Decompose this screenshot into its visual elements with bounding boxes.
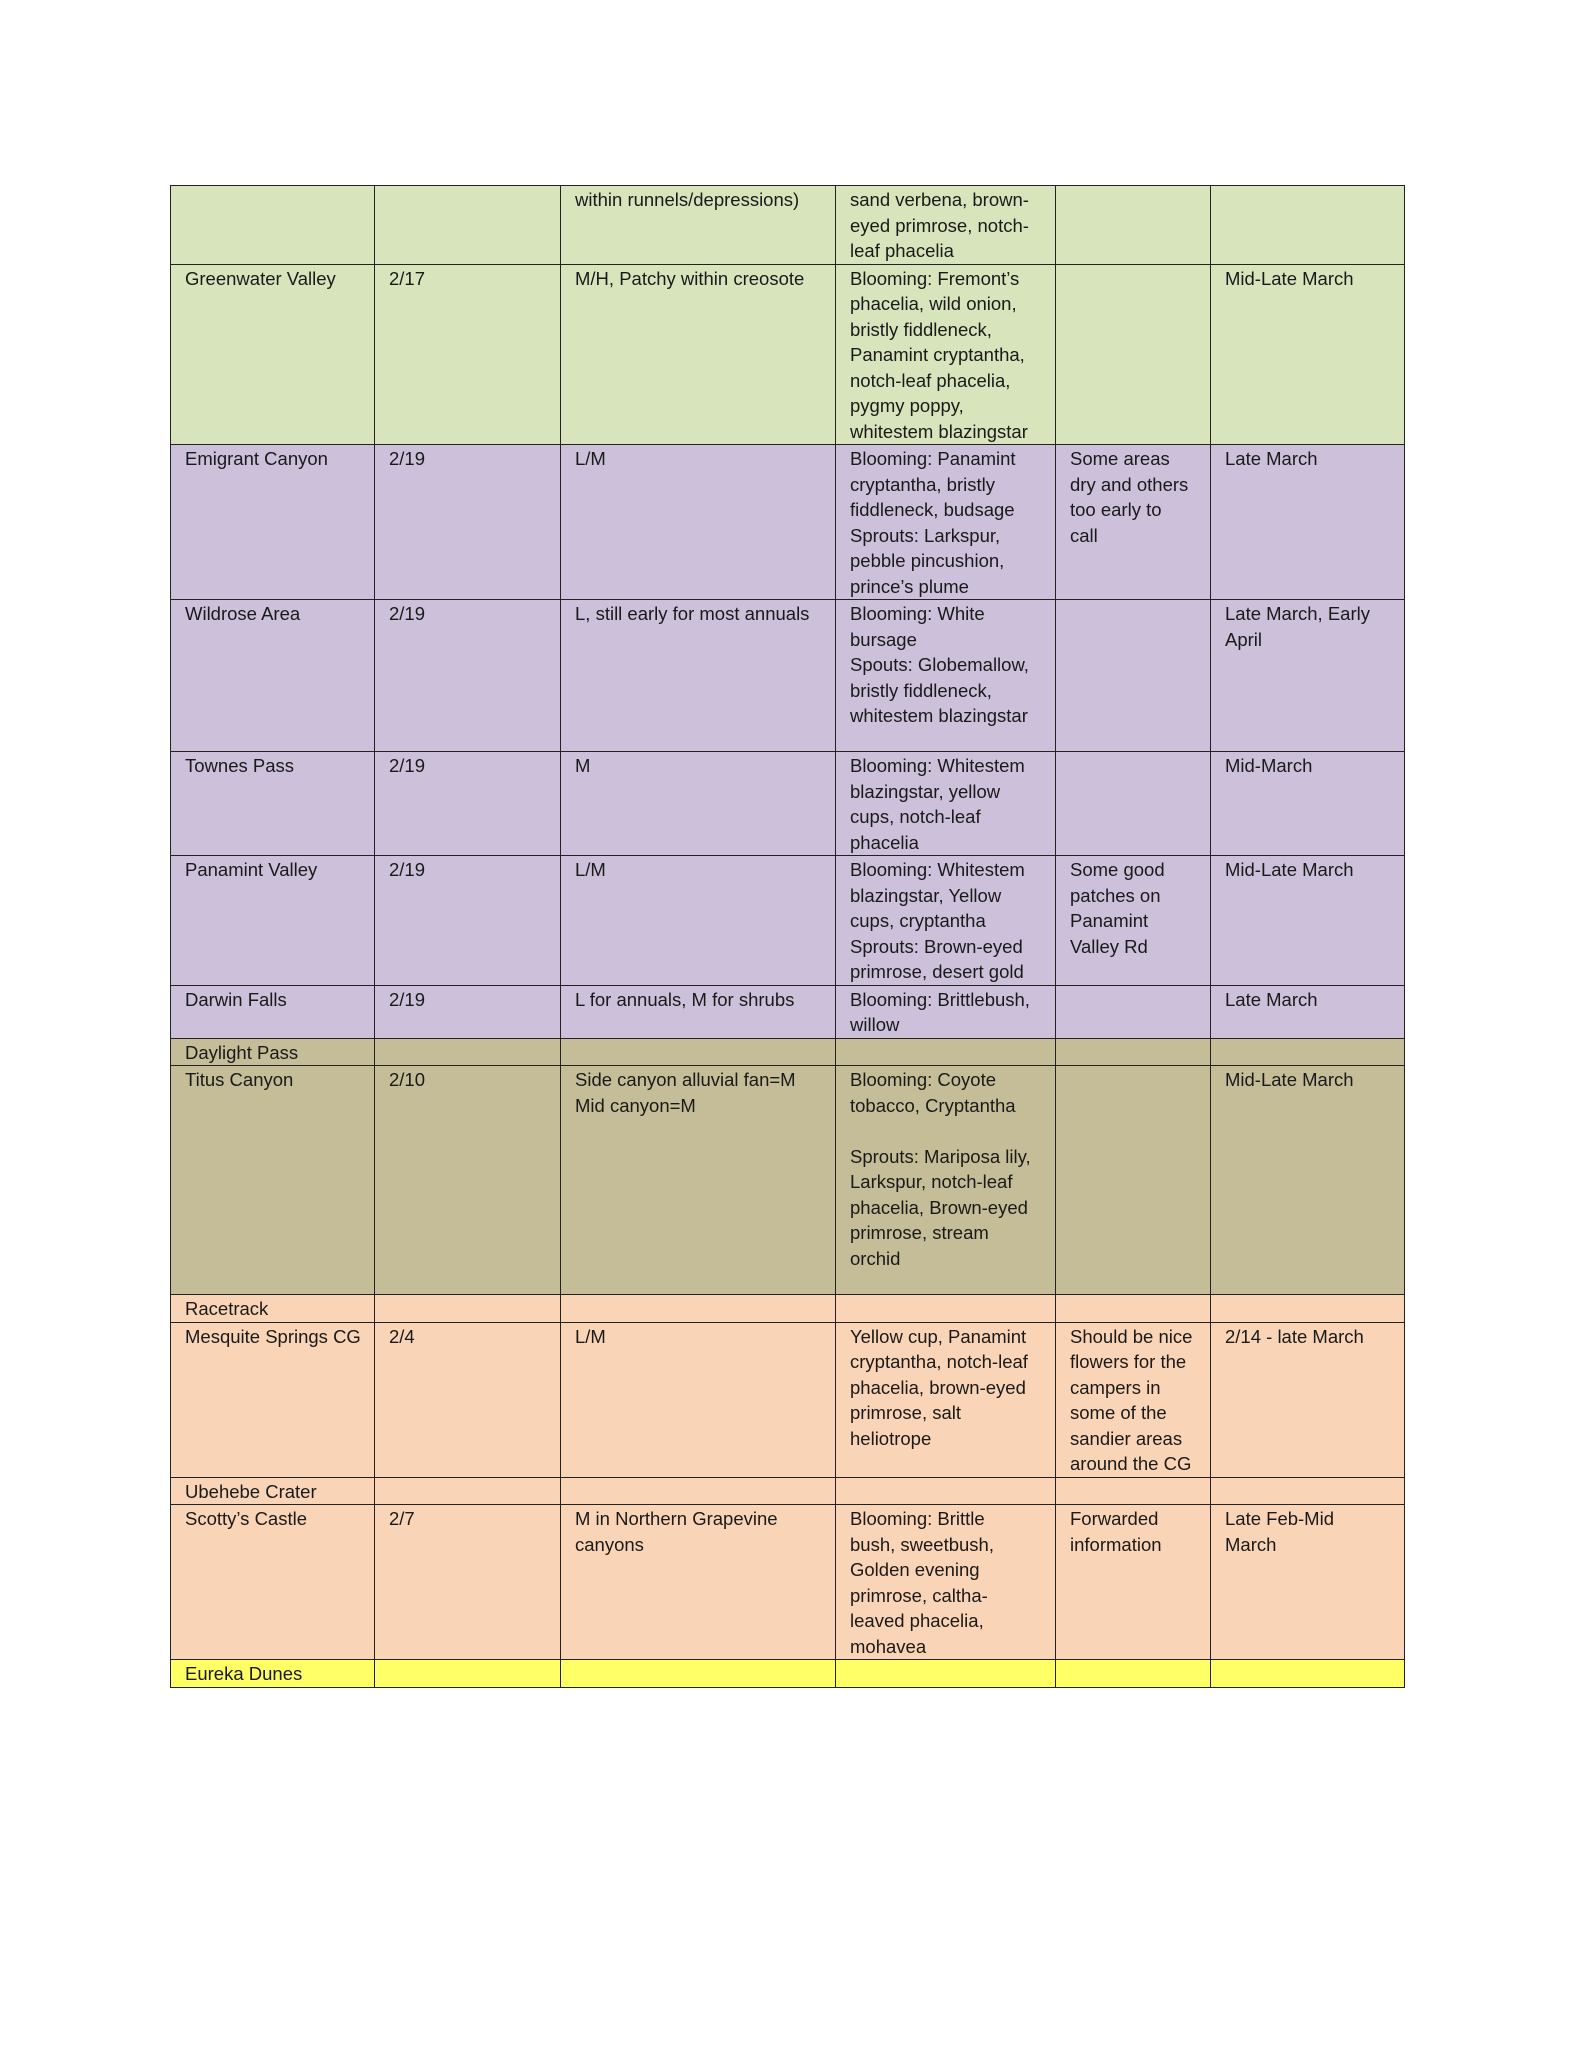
location-cell: Greenwater Valley <box>171 264 375 445</box>
peak-cell: Mid-Late March <box>1211 856 1405 986</box>
density-cell <box>561 1477 836 1505</box>
peak-cell <box>1211 1477 1405 1505</box>
location-cell: Titus Canyon <box>171 1066 375 1295</box>
density-cell <box>561 1660 836 1688</box>
location-cell: Scotty’s Castle <box>171 1505 375 1660</box>
table-row <box>171 752 1405 856</box>
density-cell: M in Northern Grapevine canyons <box>561 1505 836 1660</box>
location-cell: Ubehebe Crater <box>171 1477 375 1505</box>
notes-cell <box>1056 600 1211 752</box>
notes-cell: Some good patches on Panamint Valley Rd <box>1056 856 1211 986</box>
peak-cell: Mid-Late March <box>1211 1066 1405 1295</box>
density-cell: L/M <box>561 856 836 986</box>
date-cell: 2/19 <box>375 600 561 752</box>
density-cell <box>561 1038 836 1066</box>
table-row <box>171 186 1405 265</box>
notes-cell <box>1056 1477 1211 1505</box>
table-row <box>171 264 1405 445</box>
notes-cell <box>1056 1295 1211 1323</box>
peak-cell: Late March <box>1211 985 1405 1038</box>
date-cell <box>375 1660 561 1688</box>
density-cell: within runnels/depressions) <box>561 186 836 265</box>
location-cell: Racetrack <box>171 1295 375 1323</box>
density-cell: M/H, Patchy within creosote <box>561 264 836 445</box>
location-cell: Wildrose Area <box>171 600 375 752</box>
date-cell <box>375 1295 561 1323</box>
density-cell <box>561 1295 836 1323</box>
species-cell: Blooming: Whitestem blazingstar, yellow cups, notch-leaf phacelia <box>836 752 1056 856</box>
notes-cell: Forwarded information <box>1056 1505 1211 1660</box>
wildflower-report-table <box>170 185 1405 1688</box>
location-cell: Panamint Valley <box>171 856 375 986</box>
peak-cell: Mid-Late March <box>1211 264 1405 445</box>
date-cell: 2/19 <box>375 856 561 986</box>
location-cell: Mesquite Springs CG <box>171 1322 375 1477</box>
density-cell: L, still early for most annuals <box>561 600 836 752</box>
date-cell: 2/19 <box>375 752 561 856</box>
location-cell: Eureka Dunes <box>171 1660 375 1688</box>
location-cell: Townes Pass <box>171 752 375 856</box>
peak-cell <box>1211 1038 1405 1066</box>
peak-cell: Mid-March <box>1211 752 1405 856</box>
location-cell: Darwin Falls <box>171 985 375 1038</box>
species-cell <box>836 1477 1056 1505</box>
date-cell <box>375 186 561 265</box>
species-cell: Blooming: Panamint cryptantha, bristly fiddleneck, budsage Sprouts: Larkspur, pebble pincushion, prince’s plume <box>836 445 1056 600</box>
species-cell: Blooming: Coyote tobacco, Cryptantha Sprouts: Mariposa lily, Larkspur, notch-leaf phacelia, Brown-eyed primrose, stream orchid <box>836 1066 1056 1295</box>
density-cell: M <box>561 752 836 856</box>
date-cell: 2/7 <box>375 1505 561 1660</box>
date-cell: 2/19 <box>375 985 561 1038</box>
notes-cell <box>1056 752 1211 856</box>
table-row <box>171 1322 1405 1477</box>
species-cell <box>836 1038 1056 1066</box>
species-cell: Yellow cup, Panamint cryptantha, notch-leaf phacelia, brown-eyed primrose, salt heliotrope <box>836 1322 1056 1477</box>
table-row <box>171 445 1405 600</box>
peak-cell: 2/14 - late March <box>1211 1322 1405 1477</box>
table-row <box>171 1660 1405 1688</box>
density-cell: L/M <box>561 1322 836 1477</box>
table-row <box>171 1038 1405 1066</box>
date-cell: 2/17 <box>375 264 561 445</box>
location-cell <box>171 186 375 265</box>
table-row <box>171 1295 1405 1323</box>
peak-cell <box>1211 1660 1405 1688</box>
date-cell: 2/4 <box>375 1322 561 1477</box>
table-row <box>171 856 1405 986</box>
notes-cell: Some areas dry and others too early to call <box>1056 445 1211 600</box>
species-cell: Blooming: Fremont’s phacelia, wild onion, bristly fiddleneck, Panamint cryptantha, notch-leaf phacelia, pygmy poppy, whitestem blazingstar <box>836 264 1056 445</box>
species-cell: Blooming: Brittle bush, sweetbush, Golden evening primrose, caltha- leaved phacelia, mohavea <box>836 1505 1056 1660</box>
species-cell <box>836 1295 1056 1323</box>
peak-cell: Late Feb-Mid March <box>1211 1505 1405 1660</box>
density-cell: Side canyon alluvial fan=M Mid canyon=M <box>561 1066 836 1295</box>
species-cell: Blooming: Whitestem blazingstar, Yellow cups, cryptantha Sprouts: Brown-eyed primrose, desert gold <box>836 856 1056 986</box>
species-cell: sand verbena, brown- eyed primrose, notch- leaf phacelia <box>836 186 1056 265</box>
date-cell <box>375 1477 561 1505</box>
notes-cell <box>1056 985 1211 1038</box>
notes-cell <box>1056 1038 1211 1066</box>
peak-cell: Late March, Early April <box>1211 600 1405 752</box>
location-cell: Daylight Pass <box>171 1038 375 1066</box>
notes-cell <box>1056 1066 1211 1295</box>
species-cell <box>836 1660 1056 1688</box>
date-cell: 2/10 <box>375 1066 561 1295</box>
species-cell: Blooming: White bursage Spouts: Globemallow, bristly fiddleneck, whitestem blazingstar <box>836 600 1056 752</box>
notes-cell <box>1056 1660 1211 1688</box>
peak-cell <box>1211 1295 1405 1323</box>
date-cell <box>375 1038 561 1066</box>
density-cell: L for annuals, M for shrubs <box>561 985 836 1038</box>
table-row <box>171 1066 1405 1295</box>
notes-cell <box>1056 264 1211 445</box>
density-cell: L/M <box>561 445 836 600</box>
date-cell: 2/19 <box>375 445 561 600</box>
species-cell: Blooming: Brittlebush, willow <box>836 985 1056 1038</box>
table-row <box>171 985 1405 1038</box>
peak-cell: Late March <box>1211 445 1405 600</box>
location-cell: Emigrant Canyon <box>171 445 375 600</box>
peak-cell <box>1211 186 1405 265</box>
table-row <box>171 1477 1405 1505</box>
table-row <box>171 600 1405 752</box>
notes-cell <box>1056 186 1211 265</box>
table-row <box>171 1505 1405 1660</box>
notes-cell: Should be nice flowers for the campers in some of the sandier areas around the CG <box>1056 1322 1211 1477</box>
